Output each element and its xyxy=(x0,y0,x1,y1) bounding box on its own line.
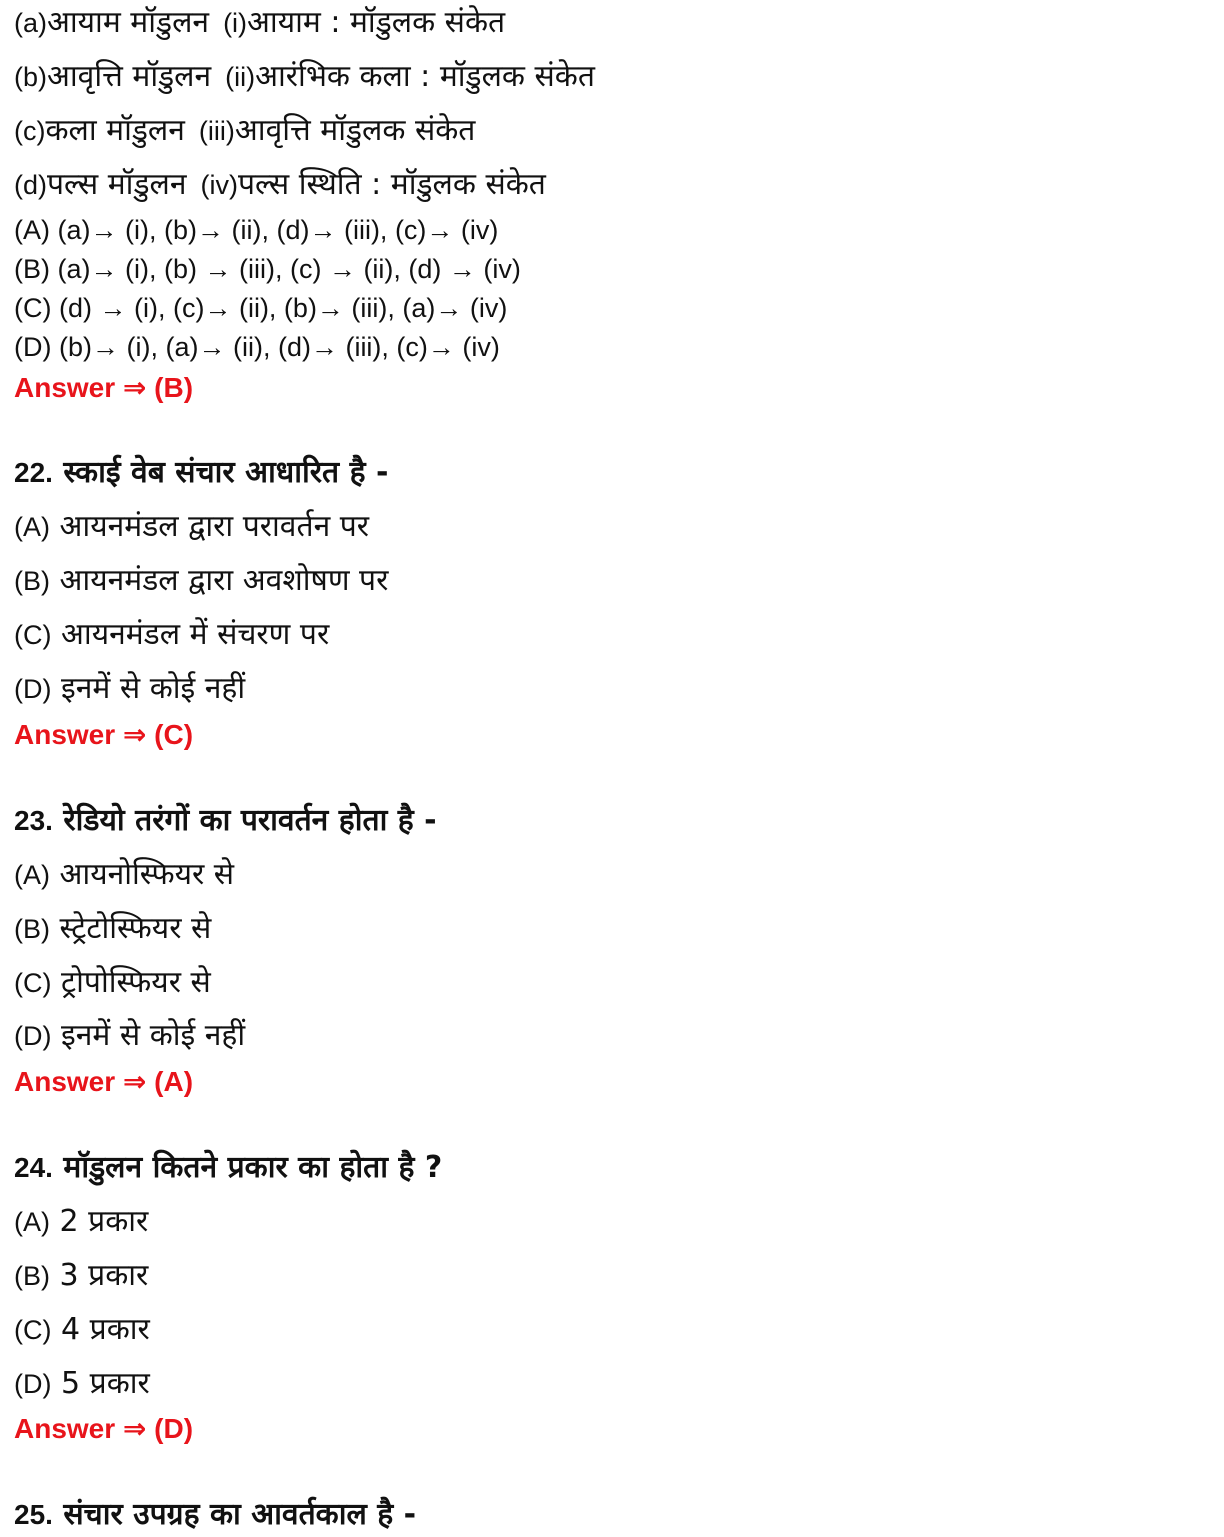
option-a: (A) आयनमंडल द्वारा परावर्तन पर xyxy=(14,509,370,544)
answer: Answer ⇒ (C) xyxy=(14,719,194,750)
question-24: 24. मॉडुलन कितने प्रकार का होता है ? xyxy=(14,1150,443,1185)
question-22: 22. स्काई वेब संचार आधारित है - xyxy=(14,455,389,490)
match-row: (d)पल्स मॉडुलन (iv)पल्स स्थिति : मॉडुलक संकेत xyxy=(14,167,546,202)
option-a: (A) आयनोस्फियर से xyxy=(14,857,235,892)
option-b: (B) 3 प्रकार xyxy=(14,1258,149,1293)
option-d: (D) इनमें से कोई नहीं xyxy=(14,671,246,706)
option-c: (C) 4 प्रकार xyxy=(14,1312,150,1347)
option-b: (B) स्ट्रेटोस्फियर से xyxy=(14,911,212,946)
question-25: 25. संचार उपग्रह का आवर्तकाल है - xyxy=(14,1497,417,1532)
question-23: 23. रेडियो तरंगों का परावर्तन होता है - xyxy=(14,803,437,838)
answer: Answer ⇒ (D) xyxy=(14,1413,194,1444)
option-b: (B) (a)→ (i), (b) → (iii), (c) → (ii), (d) → (iv) xyxy=(14,254,521,284)
option-a: (A) 2 प्रकार xyxy=(14,1204,149,1239)
match-row: (c)कला मॉडुलन (iii)आवृत्ति मॉडुलक संकेत xyxy=(14,113,476,148)
answer: Answer ⇒ (A) xyxy=(14,1066,194,1097)
match-row: (a)आयाम मॉडुलन (i)आयाम : मॉडुलक संकेत xyxy=(14,5,506,40)
option-d: (D) 5 प्रकार xyxy=(14,1366,150,1401)
option-d: (D) इनमें से कोई नहीं xyxy=(14,1018,246,1053)
option-c: (C) आयनमंडल में संचरण पर xyxy=(14,617,330,652)
option-b: (B) आयनमंडल द्वारा अवशोषण पर xyxy=(14,563,389,598)
option-a: (A) (a)→ (i), (b)→ (ii), (d)→ (iii), (c)→ (iv) xyxy=(14,215,499,245)
option-c: (C) ट्रोपोस्फियर से xyxy=(14,965,211,1000)
option-d: (D) (b)→ (i), (a)→ (ii), (d)→ (iii), (c)→ (iv) xyxy=(14,332,500,362)
option-c: (C) (d) → (i), (c)→ (ii), (b)→ (iii), (a)→ (iv) xyxy=(14,293,508,323)
match-row: (b)आवृत्ति मॉडुलन (ii)आरंभिक कला : मॉडुलक संकेत xyxy=(14,59,595,94)
answer: Answer ⇒ (B) xyxy=(14,372,194,403)
